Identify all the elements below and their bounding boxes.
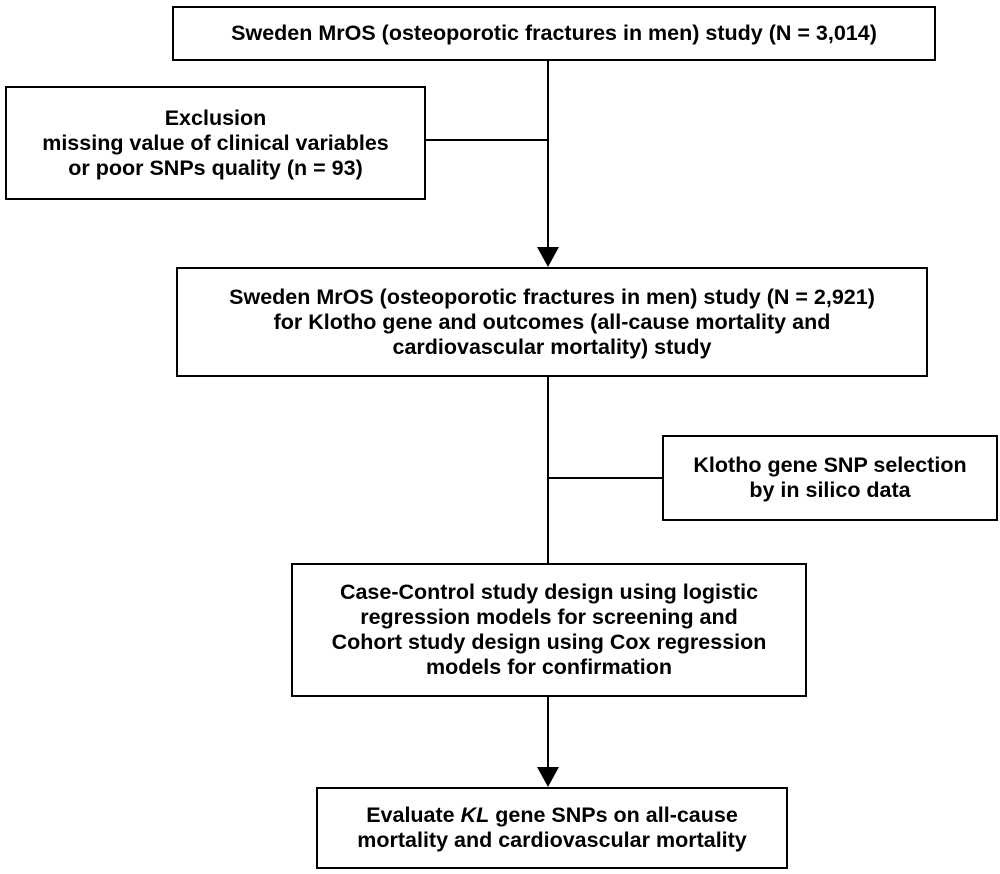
study-design-line: Case-Control study design using logistic <box>339 580 759 604</box>
exclusion-line: or poor SNPs quality (n = 93) <box>68 155 363 180</box>
exclusion-box <box>5 86 426 200</box>
snp-selection-line: by in silico data <box>749 478 911 502</box>
evaluation-line-1 <box>366 803 738 828</box>
evaluation-suffix: gene SNPs on all-cause <box>489 803 738 827</box>
snp-selection-box <box>662 435 998 521</box>
klotho-study-line: cardiovascular mortality) study <box>392 334 712 359</box>
evaluation-prefix: Evaluate <box>366 803 461 827</box>
mros-study-box <box>172 6 936 61</box>
exclusion-title: Exclusion <box>164 105 267 130</box>
snp-selection-line: Klotho gene SNP selection <box>693 453 967 477</box>
mros-study-line: Sweden MrOS (osteoporotic fractures in men) study (N = 3,014) <box>231 21 877 45</box>
gene-name-kl: KL <box>460 803 490 827</box>
evaluation-box <box>316 787 788 869</box>
study-design-line: models for confirmation <box>425 655 673 679</box>
study-design-line: regression models for screening and <box>360 605 738 629</box>
arrowhead-to-evaluation <box>537 767 559 787</box>
klotho-study-line: for Klotho gene and outcomes (all-cause mortality and <box>273 309 831 334</box>
exclusion-line: missing value of clinical variables <box>42 130 389 155</box>
klotho-study-line: Sweden MrOS (osteoporotic fractures in men) study (N = 2,921) <box>229 284 875 309</box>
study-design-line: Cohort study design using Cox regression <box>331 630 767 654</box>
evaluation-line-2: mortality and cardiovascular mortality <box>357 828 747 852</box>
arrowhead-to-klotho-study <box>537 247 559 267</box>
study-design-box <box>291 563 807 697</box>
klotho-outcomes-study-box <box>176 267 928 377</box>
